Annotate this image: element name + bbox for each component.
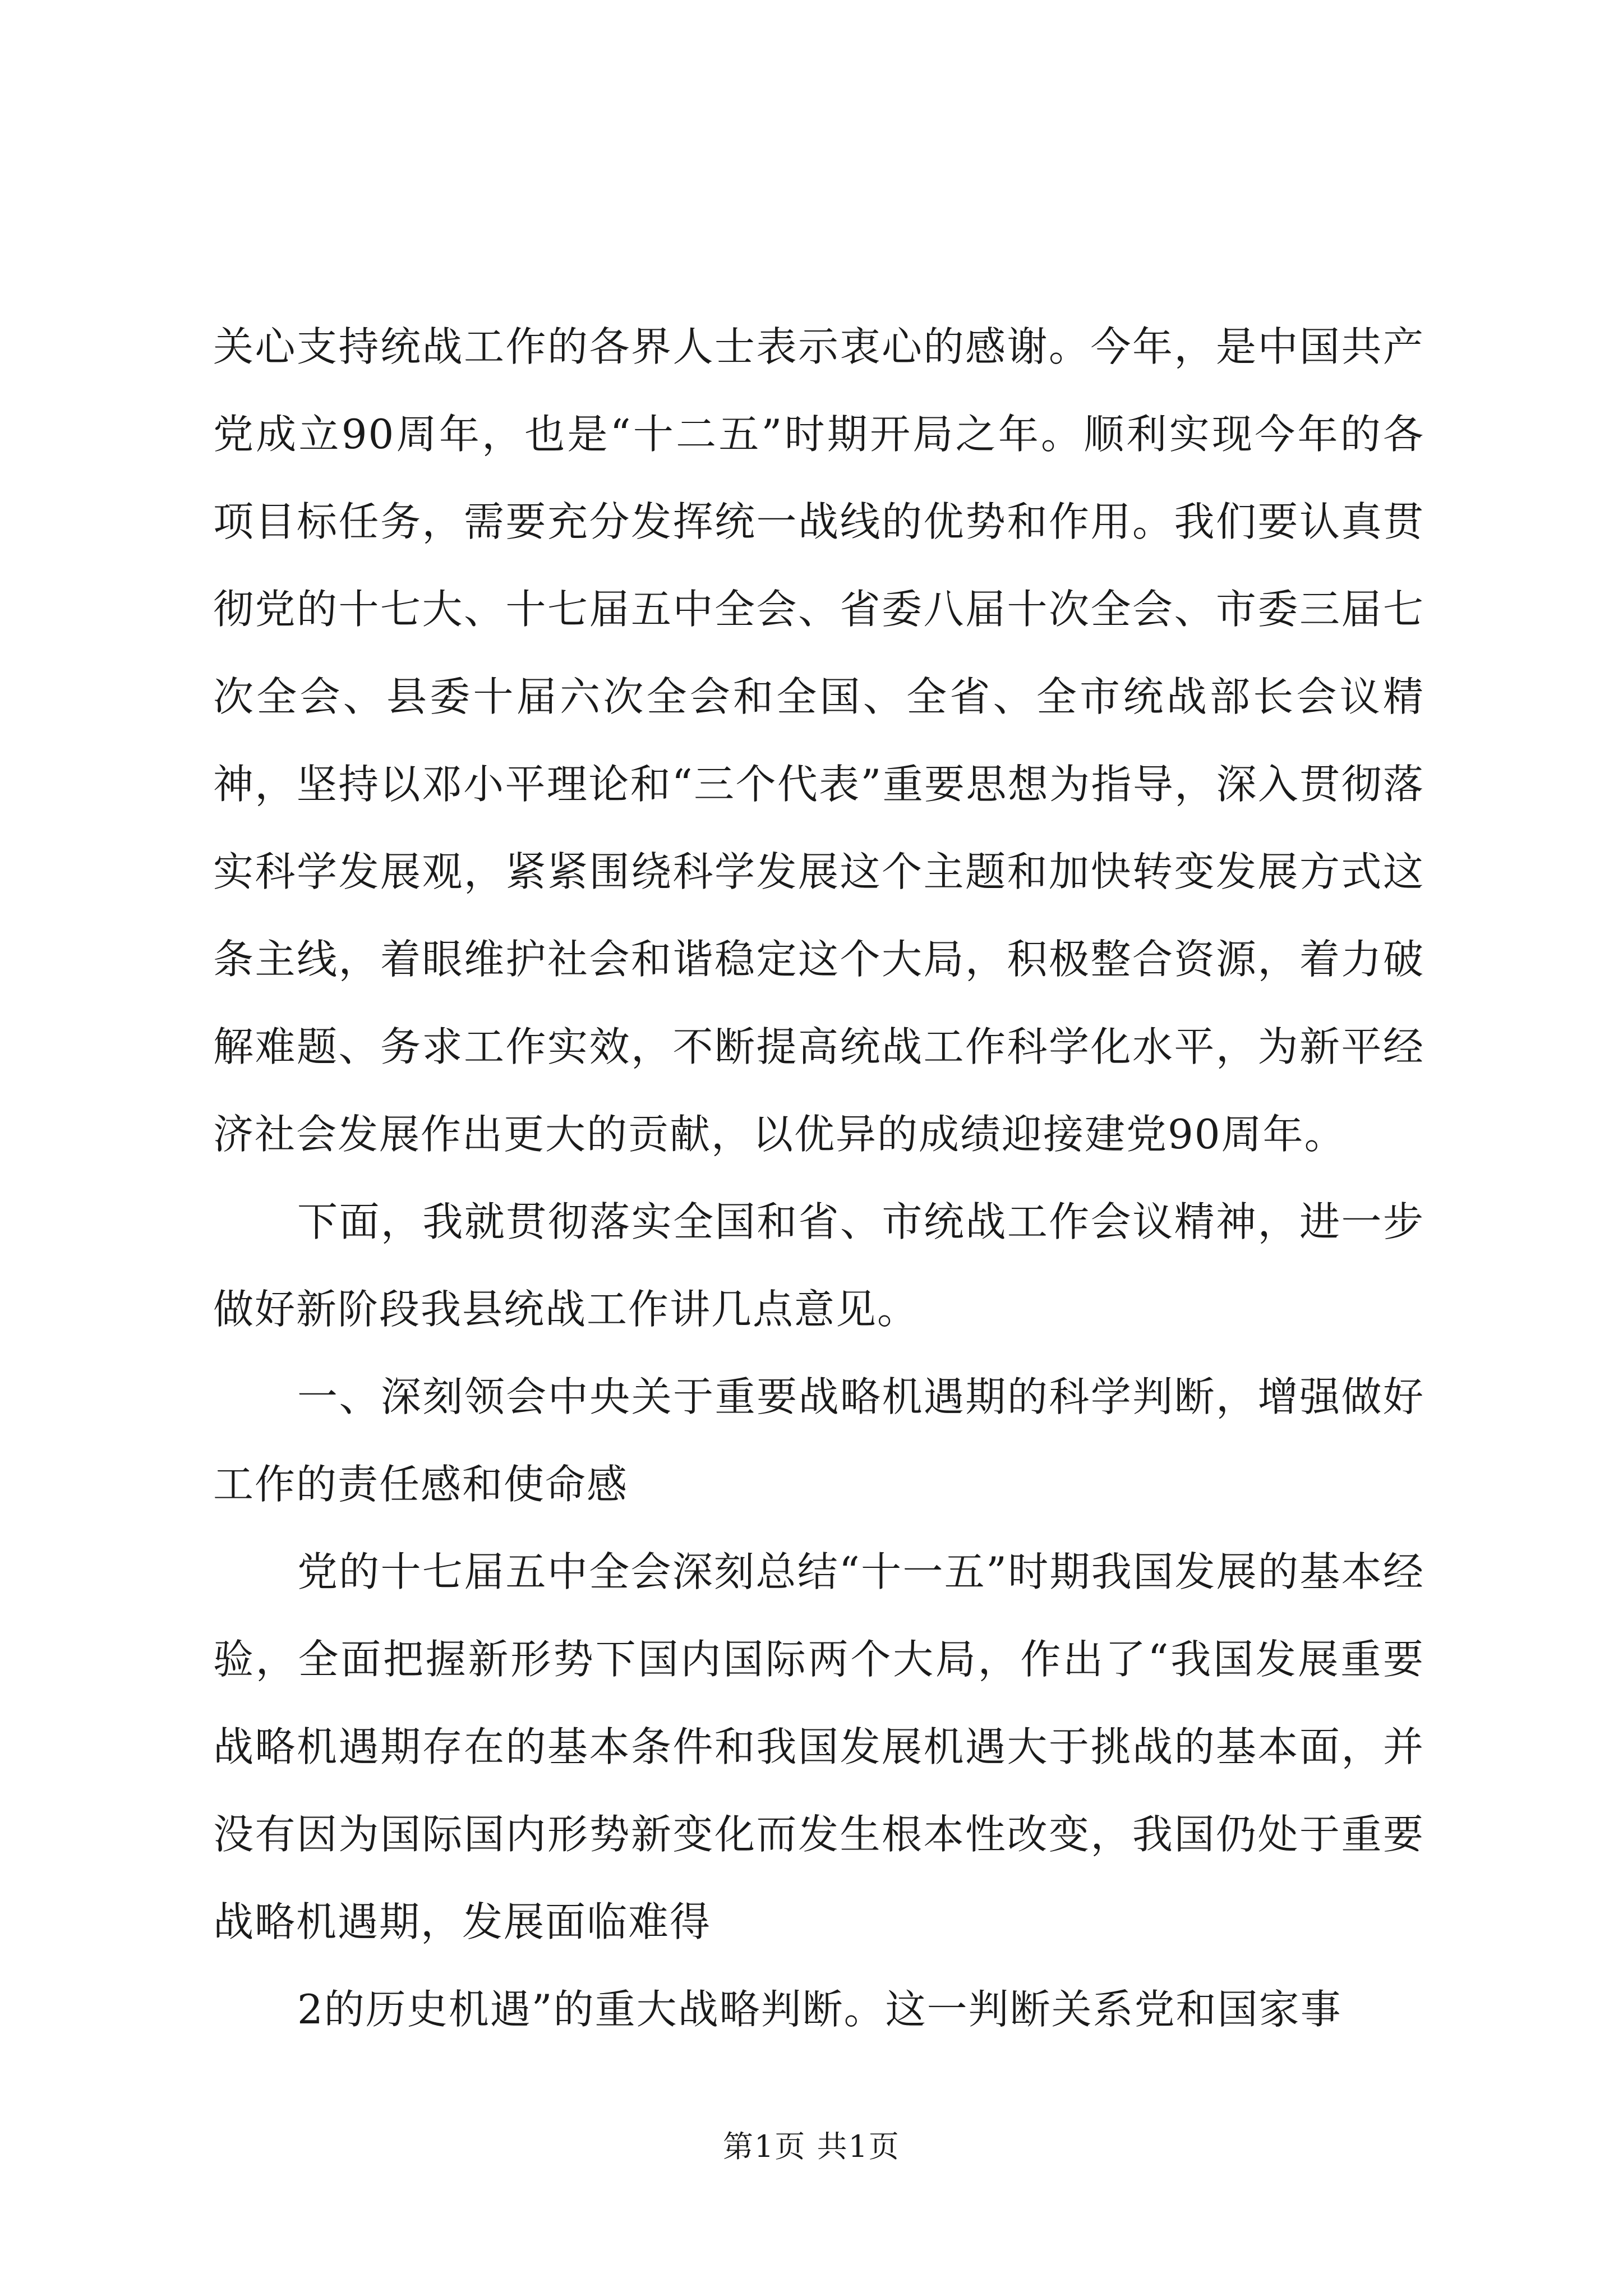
paragraph-1: 关心支持统战工作的各界人士表示衷心的感谢。今年，是中国共产党成立90周年，也是“十二五”时期开局之年。顺利实现今年的各项目标任务，需要充分发挥统一战线的优势和作用。我们要认真贯彻党的十七大、十七届五中全会、省委八届十次全会、市委三届七次全会、县委十届六次全会和全国、全省、全市统战部长会议精神，坚持以邓小平理论和“三个代表”重要思想为指导，深入贯彻落实科学发展观，紧紧围绕科学发展这个主题和加快转变发展方式这条主线，着眼维护社会和谐稳定这个大局，积极整合资源，着力破解难题、务求工作实效，不断提高统战工作科学化水平，为新平经济社会发展作出更大的贡献，以优异的成绩迎接建党90周年。 <box>213 323 1424 1158</box>
paragraph-2: 下面，我就贯彻落实全国和省、市统战工作会议精神，进一步做好新阶段我县统战工作讲几点意见。 <box>213 1198 1424 1333</box>
section-heading-1: 一、深刻领会中央关于重要战略机遇期的科学判断，增强做好工作的责任感和使命感 <box>213 1373 1424 1508</box>
paragraph-4: 2的历史机遇”的重大战略判断。这一判断关系党和国家事 <box>297 1986 1342 2033</box>
paragraph-3: 党的十七届五中全会深刻总结“十一五”时期我国发展的基本经验，全面把握新形势下国内国际两个大局，作出了“我国发展重要战略机遇期存在的基本条件和我国发展机遇大于挑战的基本面，并没有因为国际国内形势新变化而发生根本性改变，我国仍处于重要战略机遇期，发展面临难得 <box>213 1548 1424 1945</box>
document-body <box>213 303 1424 2053</box>
page-number-footer: 第1页 共1页 <box>723 2129 900 2164</box>
